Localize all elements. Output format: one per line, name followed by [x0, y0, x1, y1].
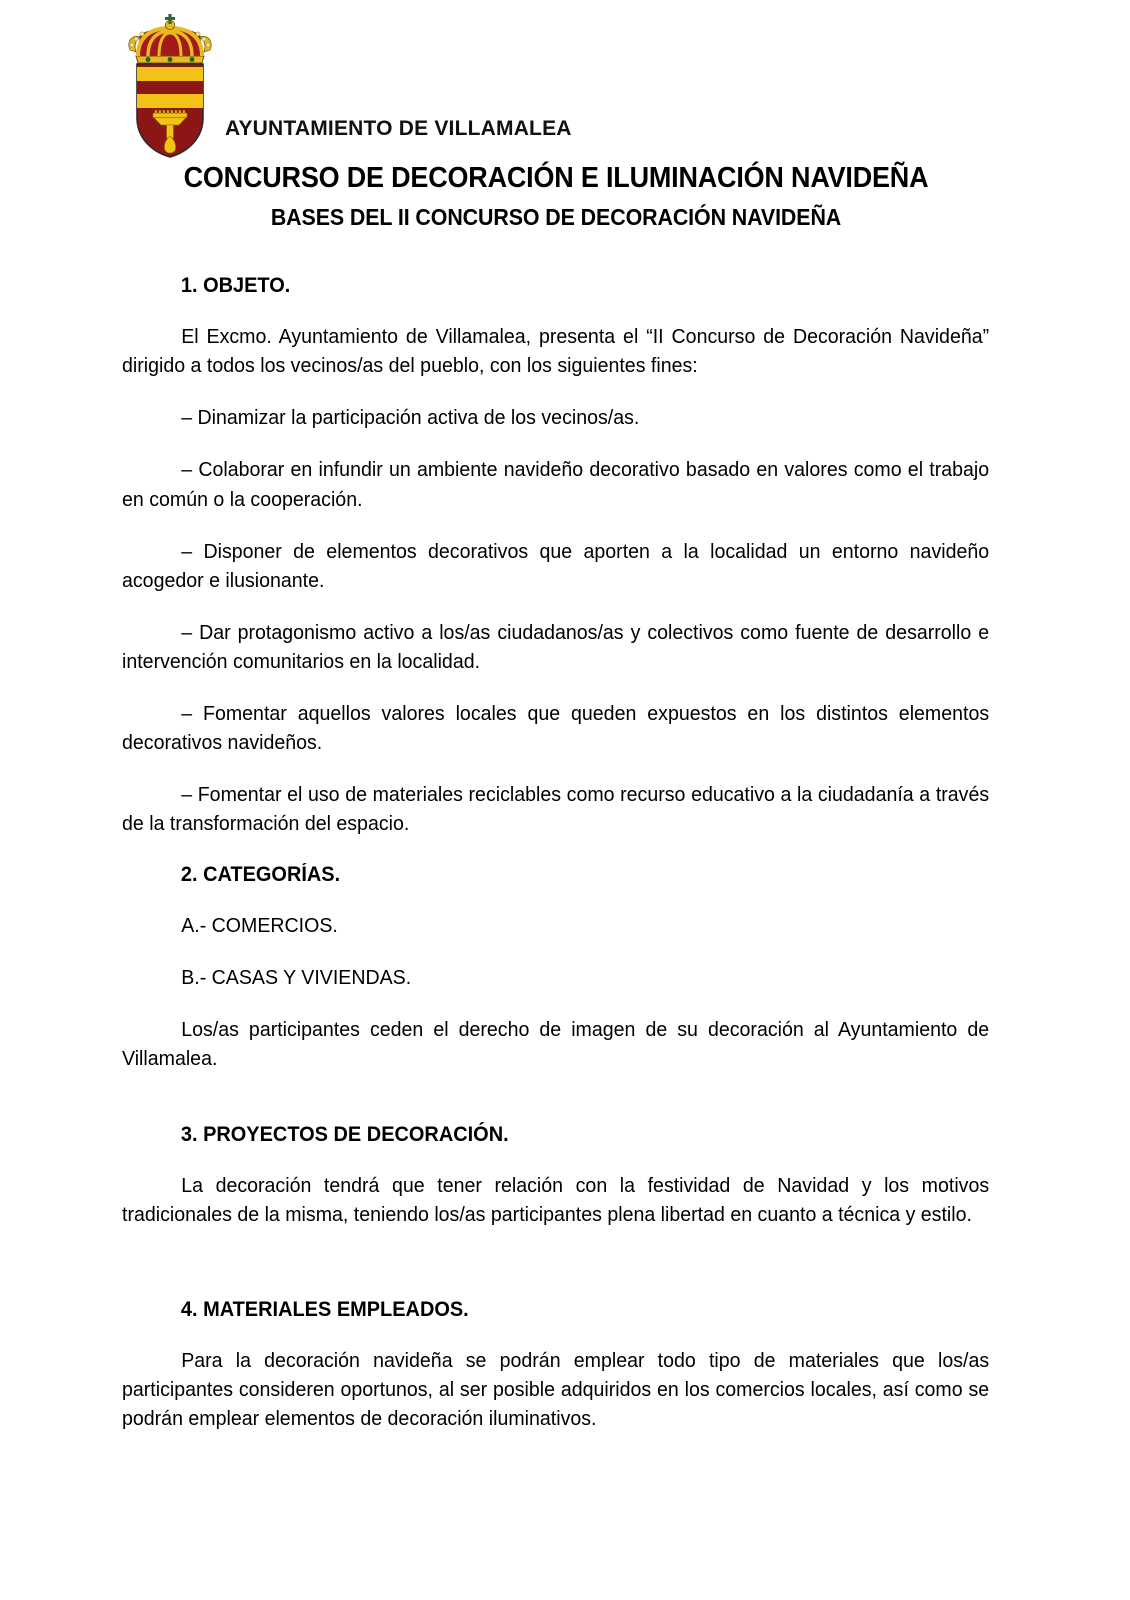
objeto-bullet-3: – Disponer de elementos decorativos que aporten a la localidad un entorno navideño acogedor e ilusionante.	[122, 539, 990, 592]
section-objeto-intro: El Excmo. Ayuntamiento de Villamalea, presenta el “II Concurso de Decoración Navideña” dirigido a todos los vecinos/as del pueblo, con los siguientes fines:	[122, 325, 990, 378]
objeto-bullet-1: – Dinamizar la participación activa de los vecinos/as.	[181, 406, 640, 430]
spacer	[122, 1253, 990, 1297]
categorias-closing-text: Los/as participantes ceden el derecho de imagen de su decoración al Ayuntamiento de Villamalea.	[122, 1017, 990, 1071]
categoria-item-a: A.- COMERCIOS.	[181, 913, 338, 937]
section-heading-materiales: 4. MATERIALES EMPLEADOS.	[180, 1297, 469, 1321]
objeto-bullet-2: – Colaborar en infundir un ambiente navideño decorativo basado en valores como el trabajo en común o la cooperación.	[122, 458, 990, 511]
section-heading-objeto: 1. OBJETO.	[180, 273, 291, 297]
objeto-bullet-4: – Dar protagonismo activo a los/as ciudadanos/as y colectivos como fuente de desarrollo e intervención comunitarios en la localidad.	[122, 620, 990, 673]
page-subtitle: BASES DEL II CONCURSO DE DECORACIÓN NAVIDEÑA	[270, 204, 842, 231]
coat-of-arms-icon	[122, 12, 218, 160]
section-materiales-body: Para la decoración navideña se podrán emplear todo tipo de materiales que los/as participantes consideren oportunos, al ser posible adquiridos en los comercios locales, así como se podrán emplear elementos de decoración iluminativos.	[122, 1348, 990, 1430]
objeto-bullet-6: – Fomentar el uso de materiales reciclables como recurso educativo a la ciudadanía a través de la transformación del espacio.	[122, 783, 990, 836]
document-body	[122, 162, 990, 1456]
categoria-item-b: B.- CASAS Y VIVIENDAS.	[181, 965, 412, 989]
section-proyectos-body: La decoración tendrá que tener relación con la festividad de Navidad y los motivos tradicionales de la misma, teniendo los/as participantes plena libertad en cuanto a técnica y estilo.	[122, 1174, 990, 1227]
organization-name: AYUNTAMIENTO DE VILLAMALEA	[225, 117, 572, 140]
objeto-bullet-5: – Fomentar aquellos valores locales que queden expuestos en los distintos elementos decorativos navideños.	[122, 702, 990, 755]
section-heading-proyectos: 3. PROYECTOS DE DECORACIÓN.	[180, 1123, 509, 1147]
page-title: CONCURSO DE DECORACIÓN E ILUMINACIÓN NAVIDEÑA	[183, 162, 929, 194]
section-heading-categorias: 2. CATEGORÍAS.	[180, 862, 341, 886]
letterhead	[122, 12, 992, 162]
spacer	[122, 1096, 990, 1122]
